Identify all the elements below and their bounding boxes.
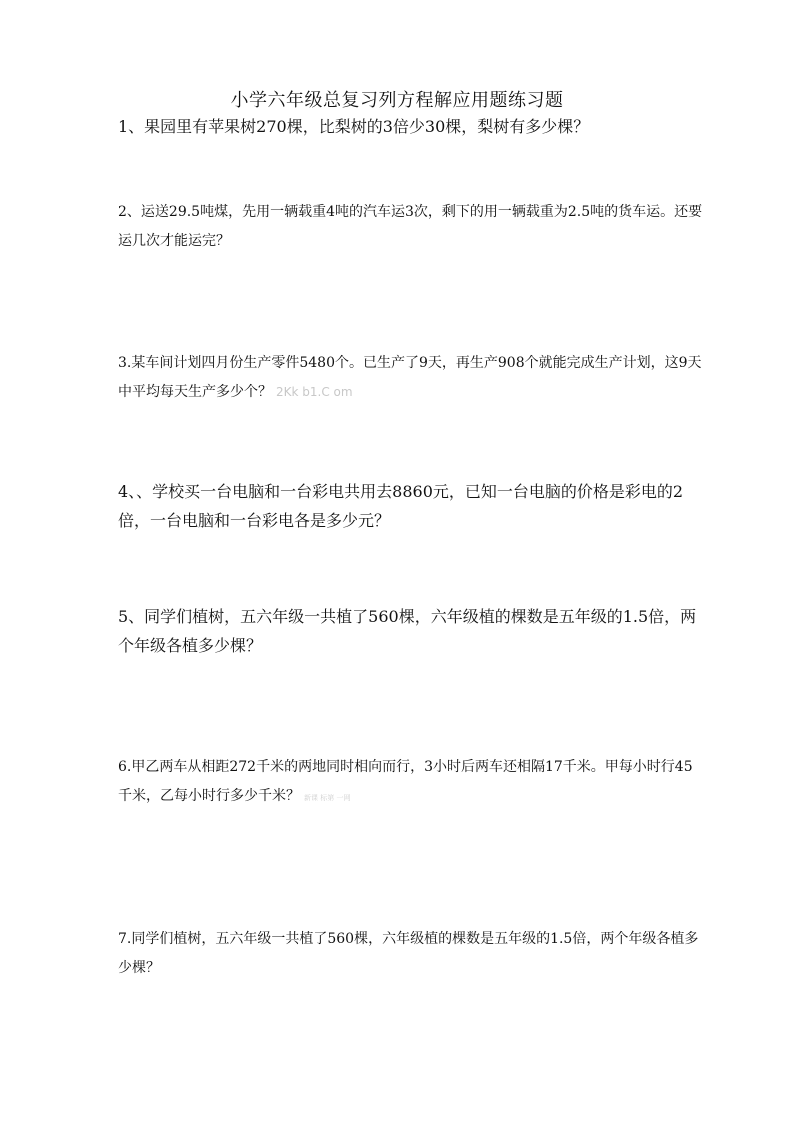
question-5 — [118, 602, 706, 660]
question-text: 6.甲乙两车从相距272千米的两地同时相向而行，3小时后两车还相隔17千米。甲每小时行45千米，乙每小时行多少千米？ — [118, 759, 693, 804]
question-text: 2、运送29.5吨煤，先用一辆载重4吨的汽车运3次，剩下的用一辆载重为2.5吨的货车运。还要运几次才能运完？ — [118, 204, 703, 249]
watermark-text: 2Kk b1.C om — [276, 385, 353, 399]
watermark-text: 新课 标第 一网 — [304, 794, 351, 802]
page-title: 小学六年级总复习列方程解应用题练习题 — [230, 90, 564, 111]
question-text: 1、果园里有苹果树270棵，比梨树的3倍少30棵，梨树有多少棵？ — [118, 117, 590, 136]
question-7 — [118, 925, 706, 983]
question-1 — [118, 112, 706, 141]
question-6 — [118, 753, 706, 813]
question-text: 3.某车间计划四月份生产零件5480个。已生产了9天，再生产908个就能完成生产计划，这9天中平均每天生产多少个？ — [118, 355, 702, 400]
question-text: 4、、学校买一台电脑和一台彩电共用去8860元，已知一台电脑的价格是彩电的2倍，一台电脑和一台彩电各是多少元？ — [118, 482, 684, 530]
question-2 — [118, 198, 706, 256]
question-3 — [118, 349, 706, 407]
question-4 — [118, 477, 706, 535]
question-text: 7.同学们植树，五六年级一共植了560棵，六年级植的棵数是五年级的1.5倍，两个年级各植多少棵？ — [118, 931, 699, 976]
question-text: 5、同学们植树，五六年级一共植了560棵，六年级植的棵数是五年级的1.5倍，两个年级各植多少棵？ — [118, 607, 697, 655]
